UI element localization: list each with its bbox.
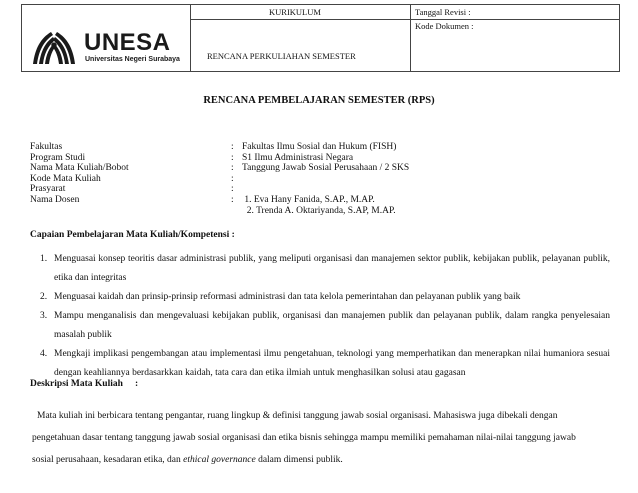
desc-heading: Deskripsi Mata Kuliah: [30, 379, 123, 389]
list-number: 1.: [40, 254, 48, 264]
info-value: 2. Trenda A. Oktariyanda, S.AP, M.AP.: [242, 205, 396, 216]
page-title: RENCANA PEMBELAJARAN SEMESTER (RPS): [203, 95, 435, 106]
rencana-label: RENCANA PERKULIAHAN SEMESTER: [207, 51, 356, 61]
info-colon: :: [231, 194, 234, 205]
description-line: Mata kuliah ini berbicara tentang pengantar, ruang lingkup & definisi tanggung jawab sosial organisasi. Mahasiswa juga dibekali dengan: [37, 411, 558, 421]
info-colon: :: [231, 142, 234, 152]
list-text: Menguasai konsep teoritis dasar administrasi publik, yang meliputi organisasi dan manajemen sektor publik, kebijakan publik, pelayanan publik, etika dan integritas: [54, 254, 610, 283]
logo-wordmark: UNESA: [84, 29, 171, 56]
list-item: [40, 250, 610, 288]
info-label: Fakultas: [30, 142, 63, 152]
logo-subtitle: Universitas Negeri Surabaya: [85, 56, 180, 63]
list-number: 3.: [40, 311, 48, 321]
description-emphasis: ethical governance: [183, 455, 256, 465]
unesa-logo-icon: [29, 28, 79, 68]
document-header-table: [21, 4, 620, 72]
info-value: 1. Eva Hany Fanida, S.AP., M.AP.: [242, 194, 375, 205]
info-label: Nama Dosen: [30, 194, 80, 205]
header-divider: [190, 5, 191, 71]
info-colon: :: [231, 184, 234, 195]
desc-colon: :: [135, 379, 139, 389]
list-item: [40, 288, 610, 307]
description-line: pengetahuan dasar tentang tanggung jawab sosial organisasi dan etika bisnis sehingga mampu memiliki pemahaman nilai-nilai tanggung jawab: [32, 433, 576, 443]
info-label: Prasyarat: [30, 184, 66, 195]
list-number: 4.: [40, 349, 48, 359]
list-number: 2.: [40, 292, 48, 302]
cpmk-list: [40, 250, 610, 383]
course-description: [32, 405, 610, 471]
header-divider: [410, 5, 411, 71]
info-colon: :: [231, 173, 234, 184]
header-divider: [190, 19, 619, 20]
description-text: dalam dimensi publik.: [255, 455, 343, 465]
info-value: Fakultas Ilmu Sosial dan Hukum (FISH): [242, 142, 397, 152]
tanggal-revisi-label: Tanggal Revisi :: [415, 7, 471, 17]
cpmk-heading: Capaian Pembelajaran Mata Kuliah/Kompetensi :: [30, 230, 235, 240]
info-colon: :: [231, 163, 234, 174]
info-value: Tanggung Jawab Sosial Perusahaan / 2 SKS: [242, 163, 410, 174]
list-item: [40, 345, 610, 383]
info-value: S1 Ilmu Administrasi Negara: [242, 152, 354, 163]
description-text: sosial perusahaan, kesadaran etika, dan: [32, 455, 184, 465]
list-text: Mengkaji implikasi pengembangan atau implementasi ilmu pengetahuan, teknologi yang memperhatikan dan menerapkan nilai humaniora sesuai dengan keahliannya berdasarkkan kaidah, tata cara dan etika ilmiah untuk menghasilkan solusi atau gagasan: [54, 349, 610, 378]
kode-dokumen-label: Kode Dokumen :: [415, 21, 474, 31]
info-label: Program Studi: [30, 152, 86, 163]
list-text: Mampu menganalisis dan mengevaluasi kebijakan publik, organisasi dan manajemen publik dan pelayanan publik, dalam rangka penyelesaian masalah publik: [54, 311, 610, 340]
info-colon: :: [231, 152, 234, 163]
list-text: Menguasai kaidah dan prinsip-prinsip reformasi administrasi dan tata kelola pemerintahan dan pelayanan publik yang baik: [54, 292, 521, 302]
info-label: Kode Mata Kuliah: [30, 173, 101, 184]
list-item: [40, 307, 610, 345]
description-line: [32, 449, 610, 471]
info-label: Nama Mata Kuliah/Bobot: [30, 163, 129, 174]
kurikulum-label: KURIKULUM: [269, 7, 321, 17]
